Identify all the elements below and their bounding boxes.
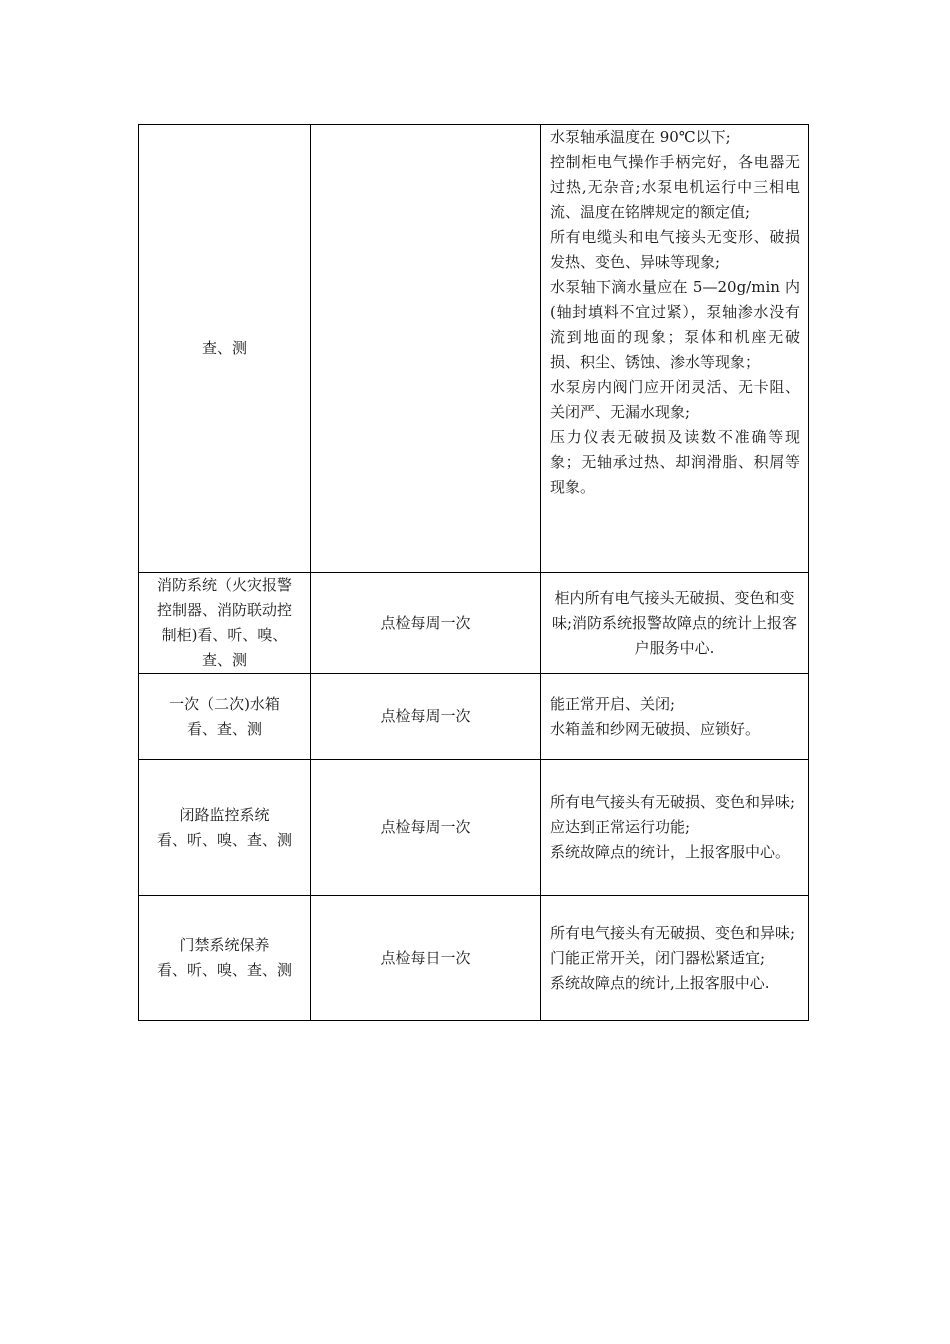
standard-text: 系统故障点的统计,上报客服中心.	[550, 973, 770, 992]
frequency-text: 点检每日一次	[380, 948, 471, 967]
table-row	[139, 573, 809, 674]
standard-text: 能正常开启、关闭;	[550, 694, 676, 713]
standard-cell	[541, 760, 809, 896]
item-text: 门禁系统保养	[179, 936, 270, 954]
table-row	[139, 896, 809, 1021]
item-text: 看、听、嗅、查、测	[156, 830, 292, 849]
inspection-item-cell	[139, 674, 311, 760]
frequency-text: 点检每周一次	[380, 818, 471, 836]
frequency-cell	[311, 674, 541, 760]
standard-text: 所有电气接头有无破损、变色和异味;	[550, 923, 796, 942]
table-row	[139, 125, 809, 573]
standard-text: 控制柜电气操作手柄完好，各电器无过热,无杂音;水泵电机运行中三相电流、温度在铭牌规定的额定值;	[550, 153, 800, 221]
inspection-item-cell	[139, 125, 311, 573]
standard-text: 水箱盖和纱网无破损、应锁好。	[550, 719, 761, 738]
frequency-cell	[311, 760, 541, 896]
standard-text: 应达到正常运行功能;	[550, 818, 691, 836]
item-text: 看、听、嗅、查、测	[156, 961, 292, 979]
standard-cell	[541, 125, 809, 573]
item-text: 消防系统（火灾报警	[156, 576, 292, 594]
frequency-text: 点检每周一次	[380, 707, 471, 725]
item-text: 闭路监控系统	[179, 805, 270, 824]
standard-text: 系统故障点的统计，上报客服中心。	[550, 843, 791, 861]
table-row	[139, 760, 809, 896]
standard-text: 所有电缆头和电气接头无变形、破损发热、变色、异味等现象;	[550, 228, 800, 271]
standard-cell	[541, 674, 809, 760]
inspection-item-cell	[139, 896, 311, 1021]
inspection-item-cell	[139, 760, 311, 896]
standard-text: 水泵轴承温度在 90℃以下;	[550, 128, 731, 146]
standard-text: 水泵房内阀门应开闭灵活、无卡阻、关闭严、无漏水现象;	[550, 378, 800, 421]
item-text: 控制器、消防联动控	[156, 601, 292, 619]
standard-cell	[541, 896, 809, 1021]
standard-text: 水泵轴下滴水量应在 5—20g/min 内(轴封填料不宜过紧），泵轴渗水没有流到地面的现象；泵体和机座无破损、积尘、锈蚀、渗水等现象；	[550, 278, 800, 371]
table-row	[139, 674, 809, 760]
item-text: 一次（二次)水箱	[169, 694, 280, 713]
standard-text: 所有电气接头有无破损、变色和异味;	[550, 793, 796, 811]
frequency-cell	[311, 573, 541, 674]
standard-text: 压力仪表无破损及读数不准确等现象；无轴承过热、却润滑脂、积屑等现象。	[550, 428, 800, 496]
frequency-cell	[311, 896, 541, 1021]
standard-cell	[541, 573, 809, 674]
inspection-item-cell	[139, 573, 311, 674]
frequency-cell	[311, 125, 541, 573]
item-text: 查、测	[201, 339, 247, 357]
standard-text: 柜内所有电气接头无破损、变色和变味;消防系统报警故障点的统计上报客户服务中心.	[551, 588, 798, 657]
item-text: 制柜)看、听、嗅、	[161, 626, 288, 644]
item-text: 看、查、测	[186, 719, 262, 738]
frequency-text: 点检每周一次	[380, 613, 471, 632]
standard-text: 门能正常开关，闭门器松紧适宜;	[550, 948, 766, 967]
maintenance-inspection-table	[138, 124, 809, 1021]
item-text: 查、测	[201, 651, 247, 669]
